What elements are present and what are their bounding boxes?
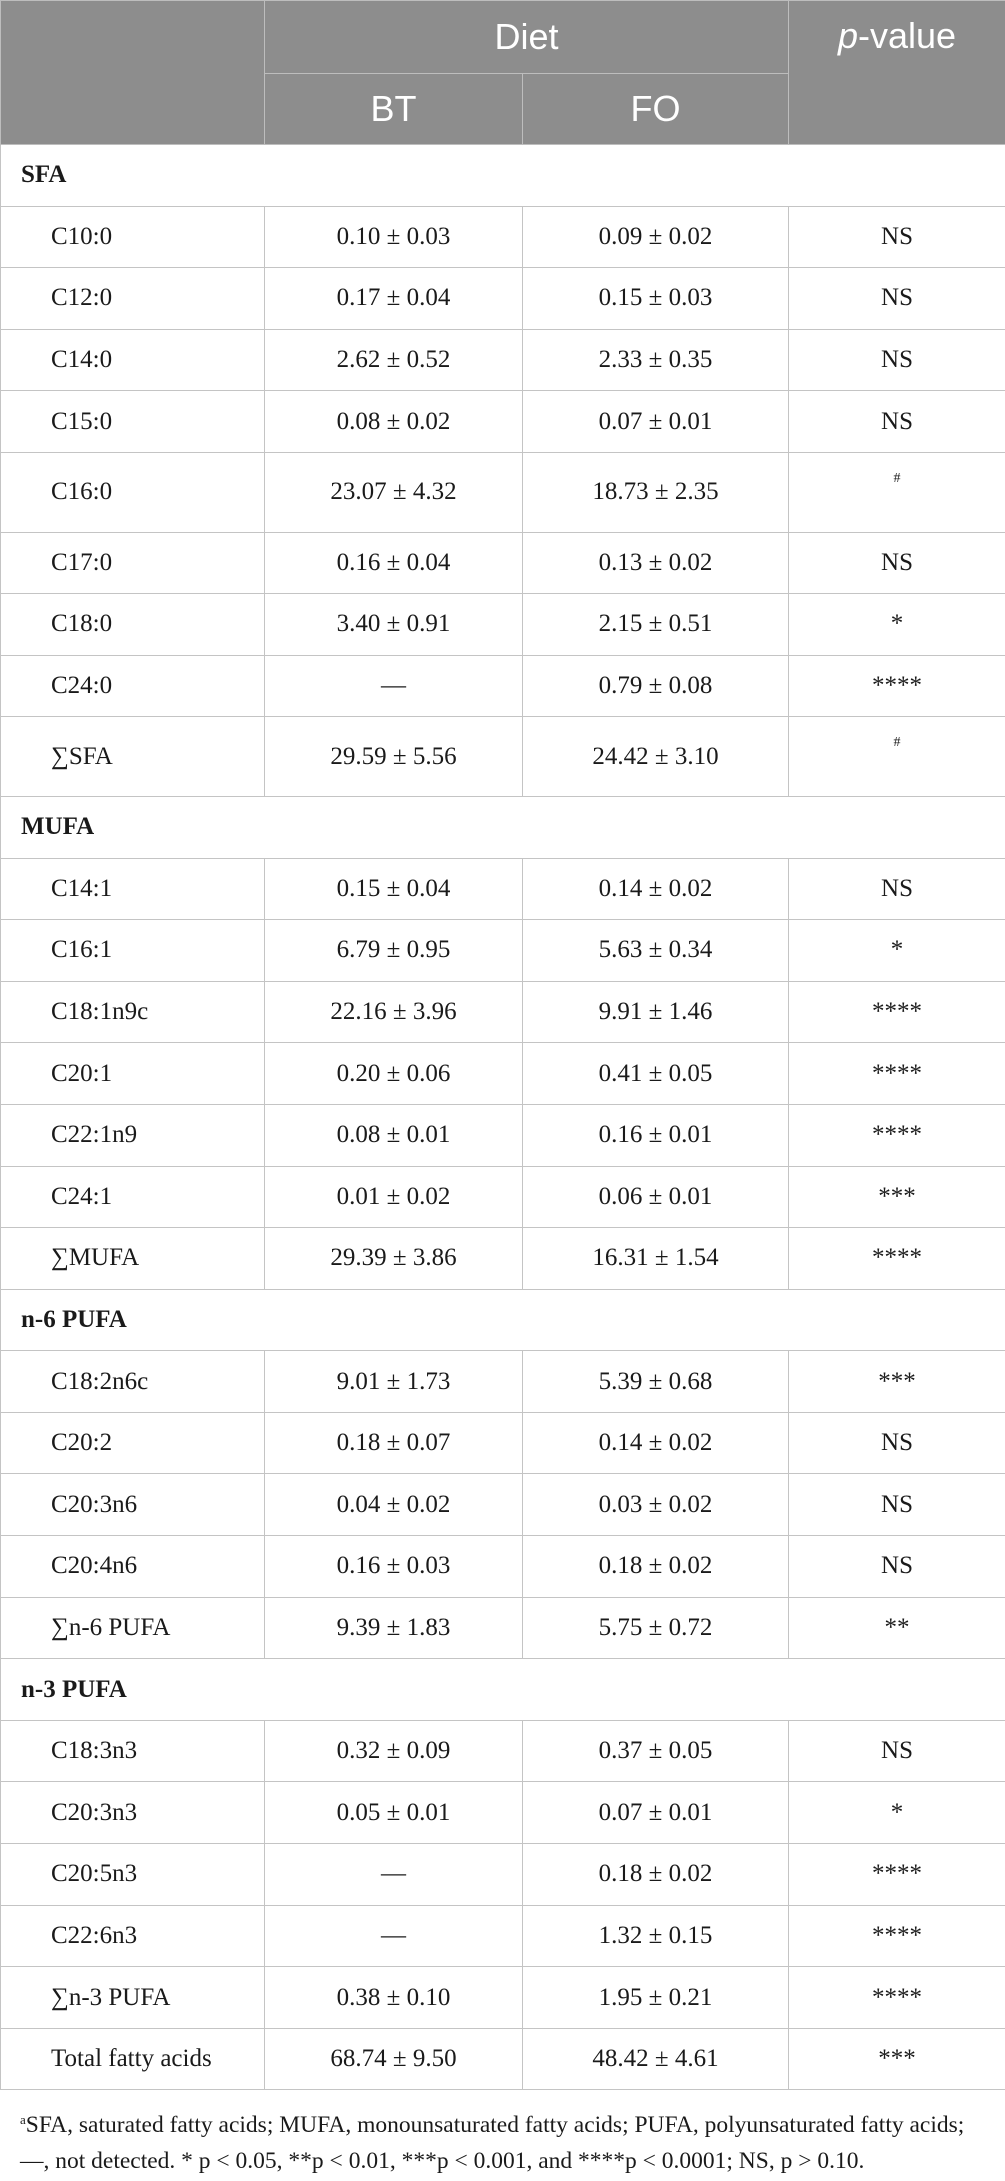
p-value: *** — [789, 1166, 1005, 1228]
fo-value: 0.03 ± 0.02 — [523, 1474, 789, 1536]
group-label: n-3 PUFA — [1, 1659, 1005, 1721]
fo-value: 24.42 ± 3.10 — [523, 717, 789, 797]
p-value: * — [789, 920, 1005, 982]
fo-value: 0.41 ± 0.05 — [523, 1043, 789, 1105]
fo-value: 2.15 ± 0.51 — [523, 594, 789, 656]
bt-value: 0.38 ± 0.10 — [265, 1967, 523, 2029]
fo-value: 9.91 ± 1.46 — [523, 981, 789, 1043]
p-value: NS — [789, 329, 1005, 391]
fatty-acid-name: C15:0 — [1, 391, 265, 453]
bt-value: 3.40 ± 0.91 — [265, 594, 523, 656]
fo-value: 0.14 ± 0.02 — [523, 1412, 789, 1474]
p-value: NS — [789, 268, 1005, 330]
bt-value: — — [265, 1844, 523, 1906]
fo-value: 1.32 ± 0.15 — [523, 1905, 789, 1967]
group-header-row — [1, 145, 1005, 207]
fo-value: 0.16 ± 0.01 — [523, 1104, 789, 1166]
group-label: SFA — [1, 145, 1005, 207]
p-value: **** — [789, 981, 1005, 1043]
fatty-acid-name: C22:1n9 — [1, 1104, 265, 1166]
p-value: NS — [789, 1536, 1005, 1598]
fo-value: 18.73 ± 2.35 — [523, 452, 789, 532]
fatty-acid-name: C10:0 — [1, 206, 265, 268]
fatty-acid-name: Total fatty acids — [1, 2028, 265, 2090]
bt-value: 23.07 ± 4.32 — [265, 452, 523, 532]
table-row — [1, 981, 1005, 1043]
bt-value: 68.74 ± 9.50 — [265, 2028, 523, 2090]
fo-value: 0.13 ± 0.02 — [523, 532, 789, 594]
fatty-acid-name: ∑n-3 PUFA — [1, 1967, 265, 2029]
bt-value: 0.32 ± 0.09 — [265, 1720, 523, 1782]
fatty-acid-name: ∑n-6 PUFA — [1, 1597, 265, 1659]
p-value: **** — [789, 1905, 1005, 1967]
fo-column-header: FO — [523, 74, 789, 145]
table-row — [1, 1104, 1005, 1166]
table-row — [1, 858, 1005, 920]
table-row — [1, 1474, 1005, 1536]
fo-value: 16.31 ± 1.54 — [523, 1228, 789, 1290]
fatty-acid-name: ∑MUFA — [1, 1228, 265, 1290]
pvalue-header-rest: -value — [857, 15, 957, 56]
p-value: **** — [789, 1844, 1005, 1906]
bt-value: 0.17 ± 0.04 — [265, 268, 523, 330]
table-row — [1, 1720, 1005, 1782]
p-value: * — [789, 1782, 1005, 1844]
p-value: NS — [789, 1474, 1005, 1536]
table-row — [1, 1412, 1005, 1474]
bt-value: 0.08 ± 0.01 — [265, 1104, 523, 1166]
fatty-acid-name: C20:2 — [1, 1412, 265, 1474]
table-row — [1, 1782, 1005, 1844]
bt-value: 0.10 ± 0.03 — [265, 206, 523, 268]
table-row — [1, 920, 1005, 982]
table-row — [1, 1351, 1005, 1413]
bt-value: 6.79 ± 0.95 — [265, 920, 523, 982]
diet-header: Diet — [265, 1, 789, 74]
fatty-acid-name: C12:0 — [1, 268, 265, 330]
bt-value: 9.01 ± 1.73 — [265, 1351, 523, 1413]
p-value: NS — [789, 391, 1005, 453]
pvalue-header-p: p — [837, 15, 858, 56]
bt-value: 0.08 ± 0.02 — [265, 391, 523, 453]
table-row — [1, 391, 1005, 453]
p-value: NS — [789, 1412, 1005, 1474]
p-value: * — [789, 594, 1005, 656]
bt-value: 0.16 ± 0.04 — [265, 532, 523, 594]
bt-value: 22.16 ± 3.96 — [265, 981, 523, 1043]
bt-value: 0.18 ± 0.07 — [265, 1412, 523, 1474]
bt-value: 0.16 ± 0.03 — [265, 1536, 523, 1598]
fatty-acid-name: C18:3n3 — [1, 1720, 265, 1782]
fo-value: 0.09 ± 0.02 — [523, 206, 789, 268]
fatty-acid-name: C18:2n6c — [1, 1351, 265, 1413]
fatty-acid-name: ∑SFA — [1, 717, 265, 797]
footnote-text: SFA, saturated fatty acids; MUFA, monounsaturated fatty acids; PUFA, polyunsaturated fatty acids; —, not detected. * p < 0.05, **p < 0.01, ***p < 0.001, and ****p < 0.0001; NS, p > 0.10. — [20, 2112, 965, 2175]
fo-value: 5.63 ± 0.34 — [523, 920, 789, 982]
fo-value: 2.33 ± 0.35 — [523, 329, 789, 391]
p-value: **** — [789, 1104, 1005, 1166]
fatty-acid-name: C14:0 — [1, 329, 265, 391]
table-row — [1, 532, 1005, 594]
table-row — [1, 717, 1005, 797]
bt-value: 29.59 ± 5.56 — [265, 717, 523, 797]
p-value: *** — [789, 2028, 1005, 2090]
fo-value: 0.15 ± 0.03 — [523, 268, 789, 330]
p-value: NS — [789, 1720, 1005, 1782]
bt-value: 0.15 ± 0.04 — [265, 858, 523, 920]
fatty-acid-name: C16:1 — [1, 920, 265, 982]
table-row — [1, 1536, 1005, 1598]
bt-value: 0.20 ± 0.06 — [265, 1043, 523, 1105]
fatty-acid-name: C20:5n3 — [1, 1844, 265, 1906]
p-value: # — [789, 717, 1005, 797]
table-row — [1, 1166, 1005, 1228]
group-header-row — [1, 1289, 1005, 1351]
fo-value: 1.95 ± 0.21 — [523, 1967, 789, 2029]
fatty-acid-name: C17:0 — [1, 532, 265, 594]
table-row — [1, 594, 1005, 656]
header-blank-cell — [1, 1, 265, 145]
bt-value: 0.05 ± 0.01 — [265, 1782, 523, 1844]
table-row — [1, 1844, 1005, 1906]
table-row — [1, 655, 1005, 717]
bt-column-header: BT — [265, 74, 523, 145]
fatty-acid-name: C24:0 — [1, 655, 265, 717]
fatty-acid-name: C20:3n6 — [1, 1474, 265, 1536]
fo-value: 0.79 ± 0.08 — [523, 655, 789, 717]
p-value: *** — [789, 1351, 1005, 1413]
p-value: **** — [789, 1228, 1005, 1290]
p-value: NS — [789, 532, 1005, 594]
p-value: ** — [789, 1597, 1005, 1659]
footnote-marker: a — [20, 2112, 26, 2128]
table-footnote — [0, 2090, 1005, 2179]
fo-value: 48.42 ± 4.61 — [523, 2028, 789, 2090]
fatty-acid-name: C24:1 — [1, 1166, 265, 1228]
p-value: **** — [789, 1043, 1005, 1105]
p-value: NS — [789, 206, 1005, 268]
fo-value: 0.07 ± 0.01 — [523, 1782, 789, 1844]
fatty-acid-name: C16:0 — [1, 452, 265, 532]
fo-value: 0.07 ± 0.01 — [523, 391, 789, 453]
table-row — [1, 1597, 1005, 1659]
table-row — [1, 1043, 1005, 1105]
fatty-acid-name: C20:1 — [1, 1043, 265, 1105]
bt-value: 0.04 ± 0.02 — [265, 1474, 523, 1536]
table-row — [1, 1967, 1005, 2029]
fatty-acid-name: C18:1n9c — [1, 981, 265, 1043]
group-header-row — [1, 1659, 1005, 1721]
pvalue-header — [789, 1, 1005, 145]
fo-value: 0.18 ± 0.02 — [523, 1536, 789, 1598]
fatty-acid-name: C18:0 — [1, 594, 265, 656]
fo-value: 5.75 ± 0.72 — [523, 1597, 789, 1659]
bt-value: — — [265, 1905, 523, 1967]
fo-value: 0.14 ± 0.02 — [523, 858, 789, 920]
table-row — [1, 1905, 1005, 1967]
table-row — [1, 268, 1005, 330]
bt-value: 0.01 ± 0.02 — [265, 1166, 523, 1228]
fatty-acid-name: C20:3n3 — [1, 1782, 265, 1844]
fo-value: 5.39 ± 0.68 — [523, 1351, 789, 1413]
bt-value: 2.62 ± 0.52 — [265, 329, 523, 391]
table-header — [1, 1, 1005, 145]
total-row — [1, 2028, 1005, 2090]
table-row — [1, 206, 1005, 268]
p-value: NS — [789, 858, 1005, 920]
fatty-acid-name: C14:1 — [1, 858, 265, 920]
group-label: MUFA — [1, 796, 1005, 858]
table-row — [1, 329, 1005, 391]
table-row — [1, 452, 1005, 532]
group-header-row — [1, 796, 1005, 858]
fo-value: 0.37 ± 0.05 — [523, 1720, 789, 1782]
fo-value: 0.06 ± 0.01 — [523, 1166, 789, 1228]
fatty-acid-name: C20:4n6 — [1, 1536, 265, 1598]
table-body — [1, 145, 1005, 2090]
bt-value: — — [265, 655, 523, 717]
p-value: **** — [789, 655, 1005, 717]
p-value: **** — [789, 1967, 1005, 2029]
fatty-acid-name: C22:6n3 — [1, 1905, 265, 1967]
fo-value: 0.18 ± 0.02 — [523, 1844, 789, 1906]
bt-value: 29.39 ± 3.86 — [265, 1228, 523, 1290]
p-value: # — [789, 452, 1005, 532]
table-row — [1, 1228, 1005, 1290]
bt-value: 9.39 ± 1.83 — [265, 1597, 523, 1659]
group-label: n-6 PUFA — [1, 1289, 1005, 1351]
